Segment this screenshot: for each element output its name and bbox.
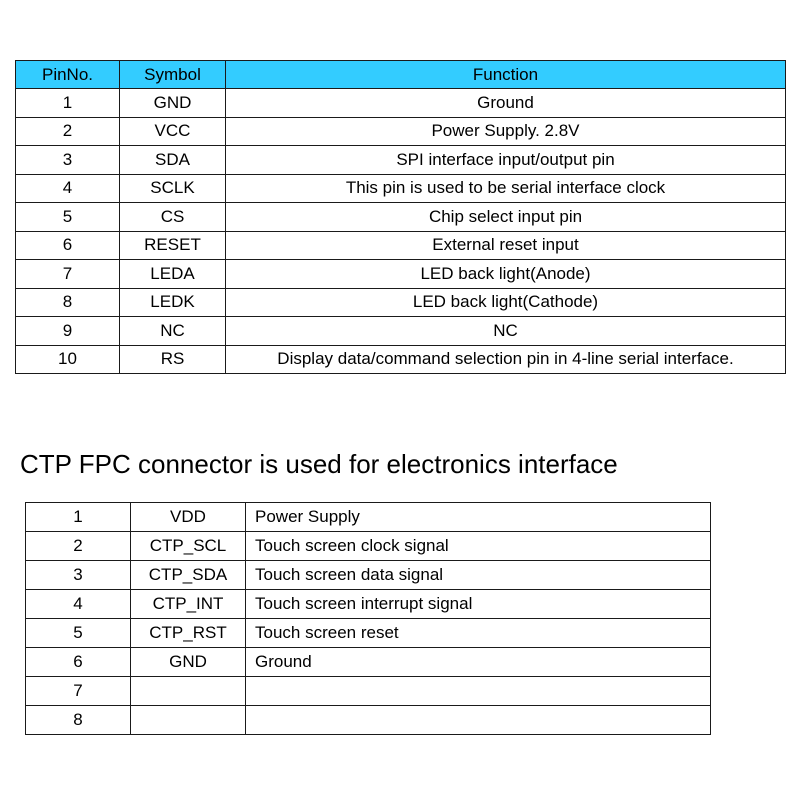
table-row: [26, 532, 711, 561]
table-row: [26, 677, 711, 706]
ctp-description-cell: Touch screen data signal: [246, 561, 711, 590]
pin-symbol-cell: GND: [120, 89, 226, 118]
pin-symbol-cell: RS: [120, 345, 226, 374]
ctp-description-cell: Ground: [246, 648, 711, 677]
ctp-number-cell: 4: [26, 590, 131, 619]
table-row: [16, 117, 786, 146]
pin-symbol-cell: SDA: [120, 146, 226, 175]
pin-function-cell: Chip select input pin: [226, 203, 786, 232]
pin-number-cell: 9: [16, 317, 120, 346]
pin-function-cell: NC: [226, 317, 786, 346]
pin-number-cell: 6: [16, 231, 120, 260]
ctp-number-cell: 3: [26, 561, 131, 590]
pin-function-cell: External reset input: [226, 231, 786, 260]
ctp-table-body: [26, 503, 711, 735]
pin-function-cell: LED back light(Cathode): [226, 288, 786, 317]
ctp-symbol-cell: [131, 677, 246, 706]
table-row: [16, 345, 786, 374]
ctp-symbol-cell: CTP_SDA: [131, 561, 246, 590]
pin-table-body: [16, 89, 786, 374]
pin-number-cell: 7: [16, 260, 120, 289]
table-row: [16, 231, 786, 260]
table-row: [26, 590, 711, 619]
pin-function-cell: Ground: [226, 89, 786, 118]
table-row: [26, 503, 711, 532]
ctp-description-cell: [246, 677, 711, 706]
table-row: [16, 174, 786, 203]
pin-number-cell: 3: [16, 146, 120, 175]
pin-number-cell: 2: [16, 117, 120, 146]
ctp-symbol-cell: CTP_SCL: [131, 532, 246, 561]
pin-function-cell: Display data/command selection pin in 4-line serial interface.: [226, 345, 786, 374]
ctp-description-cell: Power Supply: [246, 503, 711, 532]
ctp-number-cell: 5: [26, 619, 131, 648]
pin-function-cell: LED back light(Anode): [226, 260, 786, 289]
ctp-number-cell: 2: [26, 532, 131, 561]
ctp-symbol-cell: CTP_INT: [131, 590, 246, 619]
table-row: [26, 561, 711, 590]
pin-table-header-row: [16, 61, 786, 89]
ctp-symbol-cell: CTP_RST: [131, 619, 246, 648]
ctp-symbol-cell: VDD: [131, 503, 246, 532]
pin-function-cell: Power Supply. 2.8V: [226, 117, 786, 146]
pin-number-cell: 5: [16, 203, 120, 232]
pin-symbol-cell: LEDA: [120, 260, 226, 289]
header-pin-no: PinNo.: [16, 61, 120, 89]
ctp-heading: CTP FPC connector is used for electronics interface: [20, 449, 618, 479]
pin-number-cell: 4: [16, 174, 120, 203]
table-row: [16, 260, 786, 289]
table-row: [26, 706, 711, 735]
pin-function-cell: SPI interface input/output pin: [226, 146, 786, 175]
ctp-description-cell: Touch screen reset: [246, 619, 711, 648]
ctp-number-cell: 7: [26, 677, 131, 706]
table-row: [16, 89, 786, 118]
ctp-description-cell: [246, 706, 711, 735]
ctp-number-cell: 1: [26, 503, 131, 532]
header-function: Function: [226, 61, 786, 89]
ctp-number-cell: 6: [26, 648, 131, 677]
ctp-symbol-cell: GND: [131, 648, 246, 677]
pin-symbol-cell: NC: [120, 317, 226, 346]
pin-function-cell: This pin is used to be serial interface clock: [226, 174, 786, 203]
table-row: [16, 317, 786, 346]
pin-number-cell: 8: [16, 288, 120, 317]
table-row: [26, 648, 711, 677]
ctp-number-cell: 8: [26, 706, 131, 735]
pin-symbol-cell: RESET: [120, 231, 226, 260]
table-row: [26, 619, 711, 648]
ctp-symbol-cell: [131, 706, 246, 735]
pin-number-cell: 1: [16, 89, 120, 118]
pin-symbol-cell: SCLK: [120, 174, 226, 203]
header-symbol: Symbol: [120, 61, 226, 89]
table-row: [16, 146, 786, 175]
table-row: [16, 288, 786, 317]
ctp-description-cell: Touch screen interrupt signal: [246, 590, 711, 619]
pin-symbol-cell: LEDK: [120, 288, 226, 317]
pin-table: [15, 60, 786, 374]
table-row: [16, 203, 786, 232]
ctp-table: [25, 502, 711, 735]
pin-symbol-cell: VCC: [120, 117, 226, 146]
ctp-description-cell: Touch screen clock signal: [246, 532, 711, 561]
pin-number-cell: 10: [16, 345, 120, 374]
pin-symbol-cell: CS: [120, 203, 226, 232]
